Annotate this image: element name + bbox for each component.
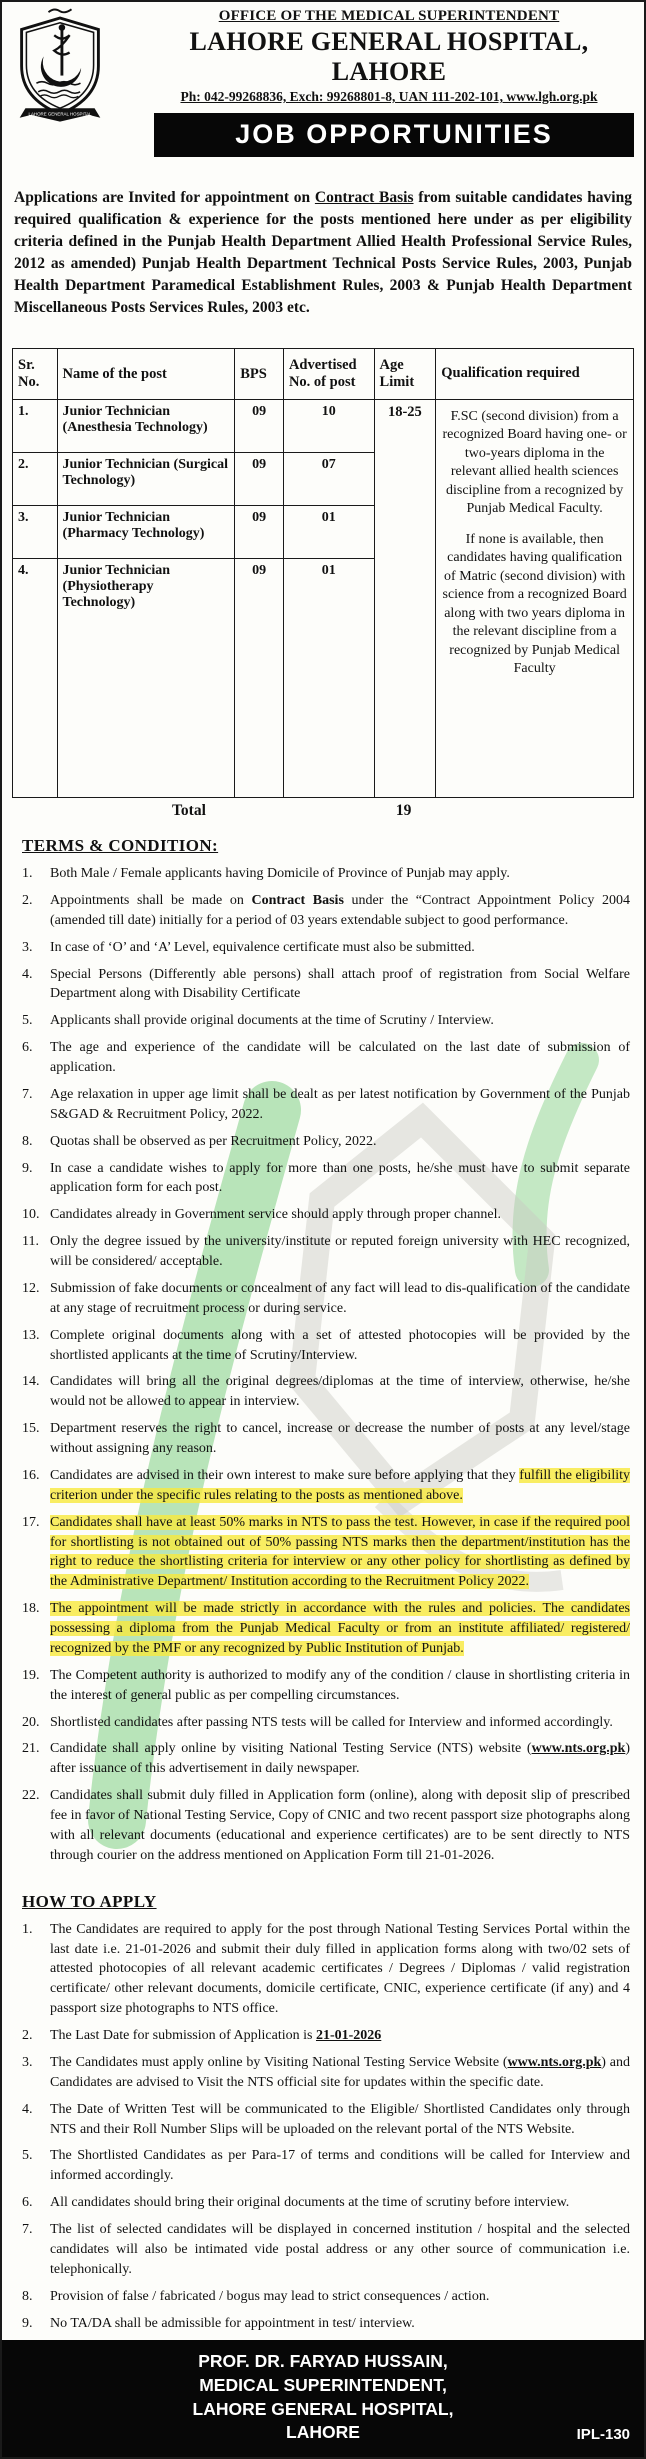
text-segment: Only the degree issued by the university/institute or reputed foreign university with HEC recognized, will be considered/ acceptable. [50, 1234, 630, 1269]
text-segment: The Candidates must apply online by Visiting National Testing Service Website ( [50, 2054, 508, 2070]
list-item [20, 864, 630, 884]
text-segment: ) and Candidates are advised to Visit the NTS official site for updates within the specific date. [50, 2054, 630, 2090]
list-item [20, 938, 630, 958]
text-segment: www.nts.org.pk [531, 1741, 626, 1757]
cell-qualification [436, 400, 634, 798]
posts-table [12, 348, 634, 798]
list-item [20, 1159, 630, 1199]
qualification-paragraph: If none is available, then candidates having qualification of Matric (second division) with science from a recognized Board along with two years diploma in the relevant discipline from a recognized by Punjab Medical Faculty [442, 531, 627, 677]
intro-text-pre: Applications are Invited for appointment on [14, 188, 315, 206]
caduceus-icon [54, 24, 69, 75]
cell-advertised-posts: 07 [283, 453, 374, 506]
table-header-row [13, 349, 634, 400]
intro-text-post: from suitable candidates having required qualification & experience for the posts mentioned here under as per eligibility criteria defined in the Punjab Health Department Allied Health Professional Service Rules, 2012 as amended) Punjab Health Department Technical Posts Service Rules, 2003, Punjab Health Department Paramedical Establishment Rules, 2003 & Punjab Health Department Miscellaneous Posts Services Rules, 2003 etc. [14, 188, 632, 316]
text-segment: All candidates should bring their original documents at the time of scrutiny before interview. [50, 2195, 570, 2211]
signatory-name: PROF. DR. FARYAD HUSSAIN, [198, 2351, 448, 2372]
office-title: OFFICE OF THE MEDICAL SUPERINTENDENT [218, 8, 560, 24]
total-value: 19 [395, 802, 412, 819]
logo-ribbon [20, 108, 101, 121]
list-item [20, 1513, 630, 1593]
list-item [20, 2053, 630, 2093]
list-item [20, 1920, 630, 2019]
hospital-name: LAHORE GENERAL HOSPITAL, LAHORE [189, 27, 589, 86]
cell-bps: 09 [235, 559, 284, 798]
col-post-name: Name of the post [57, 349, 235, 400]
text-segment: Submission of fake documents or concealment of any fact will lead to dis-qualification of the candidate at any stage of recruitment process or during service. [50, 1280, 630, 1316]
text-segment: Quotas shall be observed as per Recruitment Policy, 2022. [50, 1133, 377, 1149]
list-item [20, 1666, 630, 1706]
table-row [13, 400, 634, 453]
text-segment: The Date of Written Test will be communicated to the Eligible/ Shortlisted Candidates only through NTS and their Roll Number Slips will be uploaded on the relevant portal of the NTS Website. [50, 2101, 630, 2137]
list-item [20, 1085, 630, 1125]
text-segment: In case a candidate wishes to apply for more than one posts, he/she must have to submit separate application form for each post. [50, 1160, 630, 1196]
signatory-org: LAHORE GENERAL HOSPITAL, [192, 2398, 454, 2419]
text-segment: In case of ‘O’ and ‘A’ Level, equivalence certificate must also be submitted. [50, 939, 475, 955]
text-segment: Candidates are advised in their own interest to make sure before applying that they [50, 1467, 520, 1483]
text-segment: The age and experience of the candidate will be calculated on the last date of submission of application. [50, 1040, 630, 1075]
list-item [20, 2146, 630, 2186]
col-bps: BPS [235, 349, 284, 400]
text-segment: Contract Basis [251, 892, 344, 908]
text-segment: The Shortlisted Candidates as per Para-17 of terms and conditions will be called for Interview and informed accordingly. [50, 2148, 630, 2184]
text-segment: Applicants shall provide original documents at the time of Scrutiny / Interview. [50, 1013, 494, 1029]
list-item [20, 1466, 630, 1506]
text-segment: fulfill the eligibility criterion under the specific rules relating to the posts as mentioned above. [50, 1467, 630, 1503]
cell-advertised-posts: 01 [283, 559, 374, 798]
text-segment: Candidates shall have at least 50% marks in NTS to pass the test. However, in case if the required pool for shortlisting is not obtained out of 50% passing NTS marks then the department/institution has the right to reduce the shortlisting criteria for interview or any other policy for shortlisting as defined by the Administrative Department/ Institution according to the Recruitment Policy 2022. [50, 1514, 630, 1590]
cell-bps: 09 [235, 506, 284, 559]
text-segment: Candidates already in Government service should apply through proper channel. [50, 1207, 501, 1223]
svg-text:LAHORE GENERAL HOSPITAL: LAHORE GENERAL HOSPITAL [28, 111, 92, 117]
header [2, 2, 644, 161]
list-item [20, 1786, 630, 1866]
col-age-limit: Age Limit [374, 349, 436, 400]
cell-sr-no: 2. [13, 453, 58, 506]
text-segment: Provision of false / fabricated / bogus may lead to strict consequences / action. [50, 2288, 490, 2304]
signatory-title: MEDICAL SUPERINTENDENT, [199, 2375, 447, 2395]
terms-heading: TERMS & CONDITION: [22, 836, 219, 855]
text-segment: Shortlisted candidates after passing NTS tests will be called for Interview and informed accordingly. [50, 1714, 613, 1730]
intro-emphasis: Contract Basis [314, 188, 414, 206]
text-segment: www.nts.org.pk [507, 2054, 602, 2070]
cell-bps: 09 [235, 453, 284, 506]
list-item [20, 1713, 630, 1733]
col-sr-no: Sr. No. [13, 349, 58, 400]
cell-age-limit: 18-25 [374, 400, 436, 798]
list-item [20, 1132, 630, 1152]
list-item [20, 1419, 630, 1459]
list-item [20, 2287, 630, 2307]
text-segment: The Competent authority is authorized to modify any of the condition / clause in shortlisting criteria in the interest of general public as per compelling circumstances. [50, 1667, 630, 1703]
list-item [20, 1205, 630, 1225]
list-item [20, 1739, 630, 1779]
text-segment: ) after issuance of this advertisement in daily newspaper. [50, 1741, 630, 1777]
table-total-row [2, 798, 644, 820]
list-item [20, 965, 630, 1005]
cell-post-name: Junior Technician (Physiotherapy Technology) [57, 559, 235, 798]
hospital-crest-logo [12, 6, 108, 124]
text-segment: Candidate shall apply online by visiting National Testing Service (NTS) website ( [50, 1741, 532, 1757]
list-item [20, 891, 630, 931]
col-qualification: Qualification required [436, 349, 634, 400]
intro-paragraph [2, 177, 644, 323]
text-segment: Appointments shall be made on [50, 892, 252, 908]
cell-bps: 09 [235, 400, 284, 453]
list-item [20, 2193, 630, 2213]
text-segment: The appointment will be made strictly in accordance with the rules and policies. The candidates possessing a diploma from the Punjab Medical Faculty or from an institute affiliated/ registered/ recognized by the PMF or any recognized by Public Institution of Punjab. [50, 1601, 630, 1656]
cell-sr-no: 4. [13, 559, 58, 798]
cell-post-name: Junior Technician (Pharmacy Technology) [57, 506, 235, 559]
signatory-city: LAHORE [286, 2422, 360, 2443]
footer-signature-bar [2, 2340, 644, 2457]
list-item [20, 1038, 630, 1078]
qualification-paragraph: F.SC (second division) from a recognized Board having one- or two-years diploma in the relevant allied health sciences discipline from a recognized by Punjab Medical Faculty. [442, 409, 627, 517]
contact-line: Ph: 042-99268836, Exch: 99268801-8, UAN 111-202-101, www.lgh.org.pk [180, 89, 598, 104]
cell-advertised-posts: 01 [283, 506, 374, 559]
how-to-apply-list [20, 1920, 630, 2334]
list-item [20, 1279, 630, 1319]
cell-post-name: Junior Technician (Anesthesia Technology) [57, 400, 235, 453]
text-segment: Candidates shall submit duly filled in Application form (online), along with deposit slip of prescribed fee in favor of National Testing Service, Copy of CNIC and two recent passport size photographs along with all relevant documents (educational and experience certificates) are to be sent directly to NTS through courier on the address mentioned on Application Form till 21-01-2026. [50, 1788, 630, 1863]
list-item [20, 2220, 630, 2280]
cell-advertised-posts: 10 [283, 400, 374, 453]
text-segment: Both Male / Female applicants having Domicile of Province of Punjab may apply. [50, 866, 510, 881]
list-item [20, 2026, 630, 2046]
list-item [20, 1326, 630, 1366]
text-segment: The list of selected candidates will be displayed in concerned institution / hospital and the selected candidates will also be intimated vide postal address or any other source of communication i.e. telephonically. [50, 2222, 630, 2277]
cell-sr-no: 1. [13, 400, 58, 453]
logo-calligraphy [48, 9, 71, 12]
text-segment: Candidates will bring all the original degrees/diplomas at the time of interview, otherwise, he/she would not be allowed to appear in interview. [50, 1374, 630, 1410]
text-segment: Complete original documents along with a set of attested photocopies will be provided by the shortlisted applicants at the time of Scrutiny/Interview. [50, 1327, 630, 1363]
text-segment: The Last Date for submission of Application is [50, 2028, 316, 2043]
cell-sr-no: 3. [13, 506, 58, 559]
job-opportunities-banner: JOB OPPORTUNITIES [154, 113, 634, 157]
list-item [20, 1599, 630, 1659]
text-segment: 21-01-2026 [315, 2028, 382, 2043]
text-segment: Age relaxation in upper age limit shall be dealt as per latest notification by Government of the Punjab S&GAD & Recruitment Policy, 2022. [50, 1086, 630, 1122]
total-label: Total [172, 802, 206, 819]
text-segment: Department reserves the right to cancel, increase or decrease the number of posts at any level/stage without assigning any reason. [50, 1421, 630, 1456]
col-advertised-posts: Advertised No. of post [283, 349, 374, 400]
list-item [20, 2314, 630, 2334]
how-to-apply-heading: HOW TO APPLY [22, 1891, 157, 1911]
cell-post-name: Junior Technician (Surgical Technology) [57, 453, 235, 506]
list-item [20, 1372, 630, 1412]
text-segment: The Candidates are required to apply for the post through National Testing Services Portal within the last date i.e. 21-01-2026 and submit their duly filled in application forms along with two/02 sets of attested photocopies of all relevant academic certificates / Degrees / Diplomas / valid registration certificate/ other relevant documents, domicile certificate, CNIC, experience certificate (if any) and 4 passport size photographs to NTS office. [50, 1921, 630, 2017]
text-segment: Special Persons (Differently able persons) shall attach proof of registration from Social Welfare Department along with Disability Certificate [50, 966, 630, 1002]
advert-ref-code: IPL-130 [576, 2425, 630, 2443]
list-item [20, 1232, 630, 1272]
list-item [20, 1011, 630, 1031]
terms-list [20, 864, 630, 1866]
text-segment: No TA/DA shall be admissible for appointment in test/ interview. [50, 2315, 415, 2331]
list-item [20, 2100, 630, 2140]
main-body [2, 820, 644, 2340]
posts-table-body [13, 400, 634, 798]
waves-icon [36, 82, 80, 98]
text-segment: under the “Contract Appointment Policy 2004 (amended till date) initially for a period of 03 years extendable subject to good performance. [50, 892, 631, 928]
